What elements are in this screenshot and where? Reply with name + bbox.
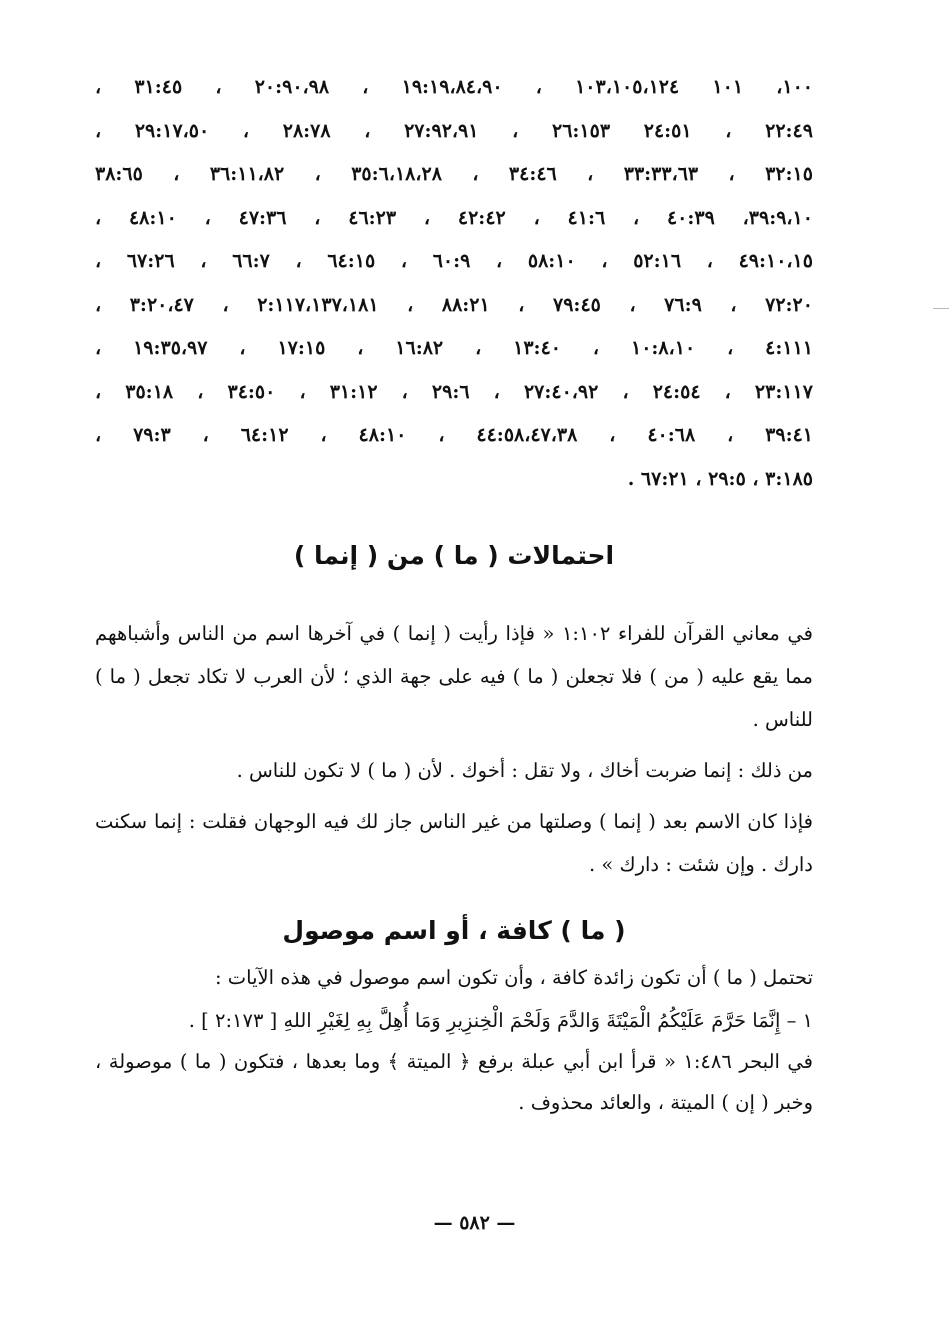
reference-line: ٣٩:٩،١٠، ٤٠:٣٩ ، ٤١:٦ ، ٤٢:٤٢ ، ٤٦:٢٣ ، ٤٧:٣٦ ، ٤٨:١٠ ، xyxy=(95,206,813,229)
reference-line: ٣٩:٤١ ، ٤٠:٦٨ ، ٤٤:٥٨،٤٧،٣٨ ، ٤٨:١٠ ، ٦٤:١٢ ، ٧٩:٣ ، xyxy=(95,424,813,446)
intro-paragraph: تحتمل ( ما ) أن تكون زائدة كافة ، وأن تكون اسم موصول في هذه الآيات : xyxy=(215,966,813,989)
reference-line: ٤٩:١٠،١٥ ، ٥٢:١٦ ، ٥٨:١٠ ، ٦٠:٩ ، ٦٤:١٥ ، ٦٦:٧ ، ٦٧:٢٦ ، xyxy=(95,250,813,272)
page-edge-mark xyxy=(933,308,949,309)
reference-line: ٢٢:٤٩ ، ٢٤:٥١ ٢٦:١٥٣ ، ٢٧:٩٢،٩١ ، ٢٨:٧٨ ، ٢٩:١٧،٥٠ ، xyxy=(95,119,813,142)
commentary-paragraph: في البحر ١:٤٨٦ « قرأ ابن أبي عبلة برفع ﴿ الميتة ﴾ وما بعدها ، فتكون ( ما ) موصولة ، وخبر ( إن ) الميتة ، والعائد محذوف . xyxy=(95,1050,814,1114)
reference-line: ٣:١٨٥ ، ٢٩:٥ ، ٦٧:٢١ . xyxy=(627,467,813,490)
reference-line: ١٠٠، ١٠١ ١٠٣،١٠٥،١٢٤ ، ١٩:١٩،٨٤،٩٠ ، ٢٠:٩٠،٩٨ ، ٣١:٤٥ ، xyxy=(95,76,813,98)
reference-line: ٤:١١١ ، ١٠:٨،١٠ ، ١٣:٤٠ ، ١٦:٨٢ ، ١٧:١٥ ، ١٩:٣٥،٩٧ ، xyxy=(95,337,813,359)
reference-line: ٧٢:٢٠ ، ٧٦:٩ ، ٧٩:٤٥ ، ٨٨:٢١ ، ٢:١١٧،١٣٧،١٨١ ، ٣:٢٠،٤٧ ، xyxy=(95,293,813,316)
example-paragraph: من ذلك : إنما ضربت أخاك ، ولا تقل : أخوك . لأن ( ما ) لا تكون للناس . xyxy=(236,759,813,782)
page-body xyxy=(95,66,813,1125)
section-heading: ( ما ) كافة ، أو اسم موصول xyxy=(282,916,626,945)
quote-paragraph: فإذا كان الاسم بعد ( إنما ) وصلتها من غير الناس جاز لك فيه الوجهان فقلت : إنما سكنت دارك . وإن شئت : دارك » . xyxy=(95,810,813,876)
reference-line: ٢٣:١١٧ ، ٢٤:٥٤ ، ٢٧:٤٠،٩٢ ، ٢٩:٦ ، ٣١:١٢ ، ٣٤:٥٠ ، ٣٥:١٨ ، xyxy=(95,380,813,403)
quote-paragraph: في معاني القرآن للفراء ١:١٠٢ « فإذا رأيت ( إنما ) في آخرها اسم من الناس وأشباههم مما يقع عليه ( من ) فلا تجعلن ( ما ) فيه على جهة الذي ؛ لأن العرب لا تكاد تجعل ( ما ) للناس . xyxy=(95,622,814,731)
section-heading: احتمالات ( ما ) من ( إنما ) xyxy=(293,541,615,570)
verse-reference-list xyxy=(95,66,813,501)
page-number: — ٥٨٢ — xyxy=(433,1212,516,1234)
reference-line: ٣٢:١٥ ، ٣٣:٣٣،٦٣ ، ٣٤:٤٦ ، ٣٥:٦،١٨،٢٨ ، ٣٦:١١،٨٢ ، ٣٨:٦٥ xyxy=(95,163,813,185)
quran-verse: ١ – إِنَّمَا حَرَّمَ عَلَيْكُمُ الْمَيْتَةَ وَالدَّمَ وَلَحْمَ الْخِنزِيرِ وَمَا أُهِلَّ بِهِ لِغَيْرِ اللهِ [ ٢:١٧٣ ] . xyxy=(188,1009,813,1032)
